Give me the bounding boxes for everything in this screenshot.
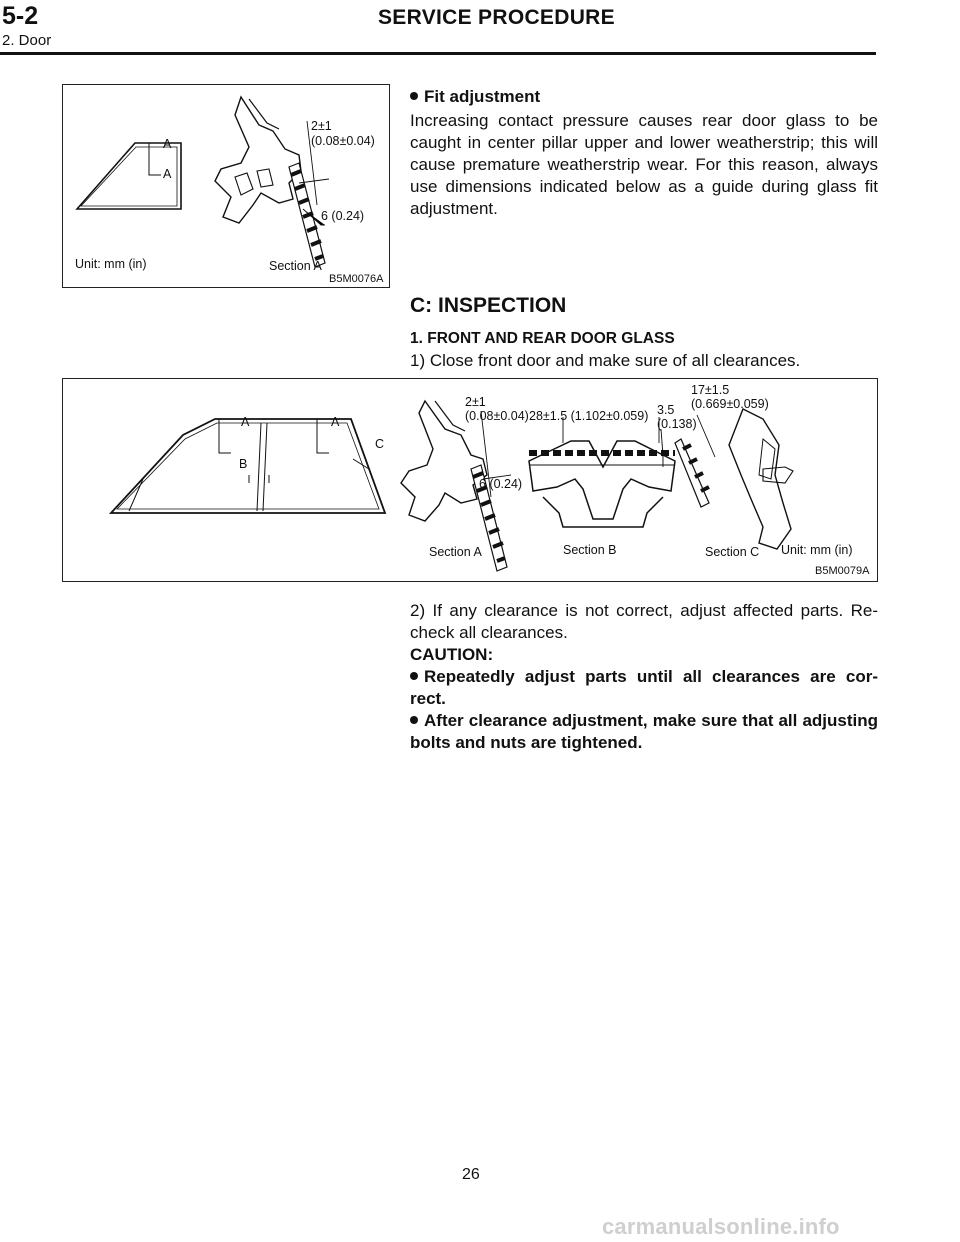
figure2-marker-a-right: A xyxy=(331,415,340,429)
figure2-dim-a-inch: (0.08±0.04) xyxy=(465,409,529,423)
figure2-marker-c: C xyxy=(375,437,385,451)
figure1-dim1-value: 2±1 xyxy=(311,119,332,133)
figure2-section-b: Section B xyxy=(563,543,617,557)
page-title: SERVICE PROCEDURE xyxy=(378,6,615,29)
caution-title: CAUTION: xyxy=(410,645,494,664)
figure2-dim-c-inch: (0.669±0.059) xyxy=(691,397,769,411)
bullet-icon xyxy=(410,716,418,724)
section-number: 5-2 xyxy=(2,2,39,30)
figure2-dim-b2-inch: (0.138) xyxy=(657,417,697,431)
figure1-marker-a-top: A xyxy=(163,137,172,151)
bullet-icon xyxy=(410,92,418,100)
figure1-code: B5M0076A xyxy=(329,273,384,285)
watermark: carmanualsonline.info xyxy=(602,1214,840,1239)
figure2-unit-label: Unit: mm (in) xyxy=(781,543,853,557)
inspection-heading: C: INSPECTION xyxy=(410,294,567,317)
fit-adjustment-heading-text: Fit adjustment xyxy=(424,87,541,106)
figure2-section-c: Section C xyxy=(705,545,760,559)
page-number: 26 xyxy=(462,1166,480,1183)
figure2-section-a: Section A xyxy=(429,545,482,559)
figure1-dim2: 6 (0.24) xyxy=(321,209,365,223)
figure2-dim-b: 28±1.5 (1.102±0.059) xyxy=(529,409,649,423)
figure-clearances xyxy=(62,378,878,582)
figure1-unit-label: Unit: mm (in) xyxy=(75,257,147,271)
fit-adjustment-heading xyxy=(410,86,878,108)
figure2-code: B5M0079A xyxy=(815,565,870,577)
figure1-dim1-inch: (0.08±0.04) xyxy=(311,134,375,148)
figure2-dim-a2: 6 (0.24) xyxy=(479,477,523,491)
fit-adjustment-body: Increasing contact pressure causes rear door glass to be caught in center pillar upper and lower weatherstrip; this will cause premature weatherstrip wear. For this reason, always use dimensions indicated below as a guide during glass fit adjustment. xyxy=(410,111,878,218)
caution-item-2 xyxy=(410,710,878,754)
inspection-step1: 1) Close front door and make sure of all clearances. xyxy=(410,351,801,370)
figure1-marker-a-bottom: A xyxy=(163,167,172,181)
figure2-marker-a-left: A xyxy=(241,415,250,429)
caution-item-1 xyxy=(410,666,878,710)
inspection-subheading: 1. FRONT AND REAR DOOR GLASS xyxy=(410,330,675,347)
figure1-section-label: Section A xyxy=(269,259,322,273)
subsection-label: 2. Door xyxy=(2,32,52,49)
caution-item-1-text: Repeatedly adjust parts until all clearances are cor- rect. xyxy=(410,667,878,708)
caution-item-2-text: After clearance adjustment, make sure that all adjusting bolts and nuts are tightened. xyxy=(410,711,878,752)
figure2-dim-c-value: 17±1.5 xyxy=(691,383,730,397)
header-rule xyxy=(0,52,876,55)
bullet-icon xyxy=(410,672,418,680)
figure2-dim-a-value: 2±1 xyxy=(465,395,486,409)
inspection-step2: 2) If any clearance is not correct, adjust affected parts. Re-check all clearances. xyxy=(410,601,878,642)
figure2-marker-b: B xyxy=(239,457,248,471)
figure-fit-adjustment xyxy=(62,84,390,288)
figure2-dim-b2-value: 3.5 xyxy=(657,403,675,417)
